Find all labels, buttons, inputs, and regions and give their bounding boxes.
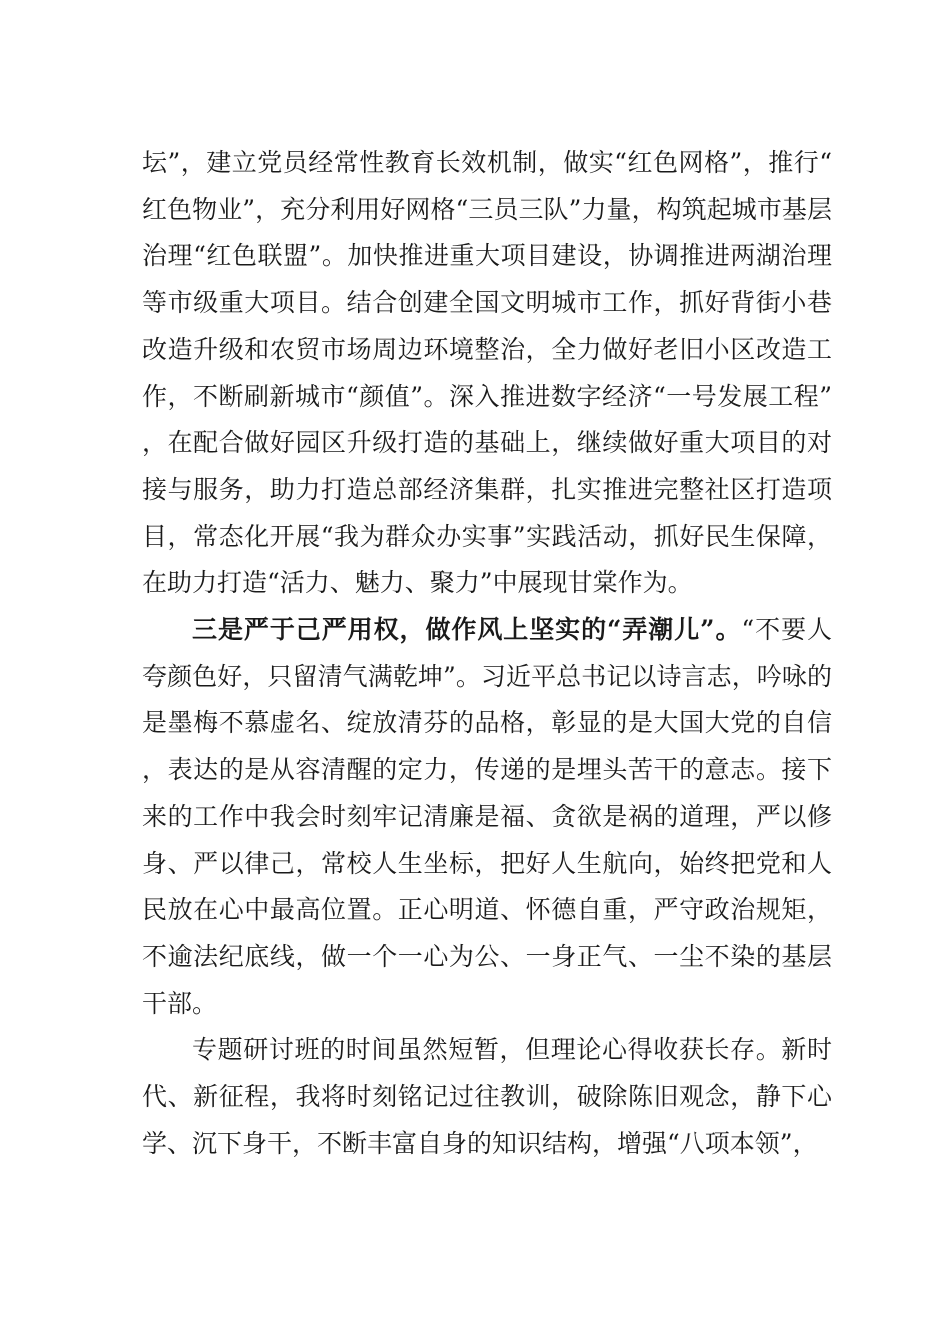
document-body <box>142 140 832 1167</box>
paragraph-1 <box>142 140 832 607</box>
paragraph-3 <box>142 1027 832 1167</box>
paragraph-2-lead: 三是严于己严用权，做作风上坚实的“弄潮儿”。 <box>192 615 742 645</box>
paragraph-1-text: 坛”，建立党员经常性教育长效机制，做实“红色网格”，推行“红色物业”，充分利用好网格“三员三队”力量，构筑起城市基层治理“红色联盟”。加快推进重大项目建设，协调推进两湖治理等市级重大项目。结合创建全国文明城市工作，抓好背街小巷改造升级和农贸市场周边环境整治，全力做好老旧小区改造工作，不断刷新城市“颜值”。深入推进数字经济“一号发展工程”，在配合做好园区升级打造的基础上，继续做好重大项目的对接与服务，助力打造总部经济集群，扎实推进完整社区打造项目，常态化开展“我为群众办实事”实践活动，抓好民生保障，在助力打造“活力、魅力、聚力”中展现甘棠作为。 <box>142 148 832 598</box>
paragraph-3-text: 专题研讨班的时间虽然短暂，但理论心得收获长存。新时代、新征程，我将时刻铭记过往教训，破除陈旧观念，静下心学、沉下身干，不断丰富自身的知识结构，增强“八项本领”， <box>142 1035 832 1158</box>
paragraph-2-text: “不要人夸颜色好，只留清气满乾坤”。习近平总书记以诗言志，吟咏的是墨梅不慕虚名、绽放清芬的品格，彰显的是大国大党的自信，表达的是从容清醒的定力，传递的是埋头苦干的意志。接下来的工作中我会时刻牢记清廉是福、贪欲是祸的道理，严以修身、严以律己，常校人生坐标，把好人生航向，始终把党和人民放在心中最高位置。正心明道、怀德自重，严守政治规矩，不逾法纪底线，做一个一心为公、一身正气、一尘不染的基层干部。 <box>142 615 833 1018</box>
paragraph-2 <box>142 607 832 1027</box>
